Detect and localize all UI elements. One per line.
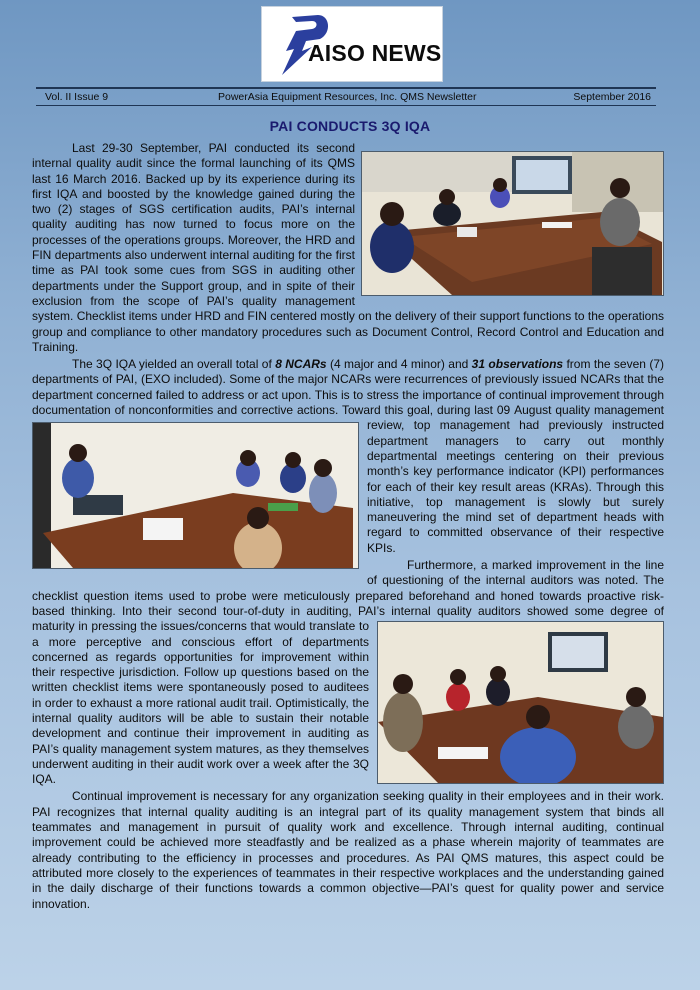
article-body — [32, 141, 664, 912]
article-headline: PAI CONDUCTS 3Q IQA — [269, 118, 431, 134]
paragraph-2: The 3Q IQA yielded an overall total of 8 NCARs (4 major and 4 minor) and 31 observations from the seven (7) departments of PAI, (EXO included). Some of the major NCARs were recurrences of previously issued NCARs that the department concerned failed to address or act upon. This is to stress the importance of continual improvement through documentation of nonconformities and corrective actions. Toward this goal, during last 09 August quality management review, top management had previously instructed department managers to carry out monthly departmental meetings centering on their previous month’s key performance indicator (KPI) performances for each of their key result areas (KRAs). Through this initiative, top management is slowly but surely maneuvering the mind set of department heads with regard to committed observance of their respective KPIs. — [32, 357, 664, 556]
audit-meeting-photo-2 — [32, 422, 359, 569]
volume-issue: Vol. II Issue 9 — [45, 91, 109, 103]
issue-date: September 2016 — [573, 91, 651, 103]
paragraph-1: Last 29-30 September, PAI conducted its second internal quality audit since the formal launching of its QMS last 16 March 2016. Backed up by its experience during its first IQA and boosted by the knowledge gained during the two (2) stages of SGS certification audits, PAI’s internal quality auditing has now turned to focus more on the processes of the operations groups. Moreover, the HRD and FIN departments also underwent internal auditing for the first time as PAI took some cues from SGS in auditing other departments under the Support group, and in spite of their exclusion from the scope of PAI’s quality management system. Checklist items under HRD and FIN centered mostly on the delivery of their support functions to the operations group and compliance to other mandatory procedures such as Document Control, Record Control and Education and Training. — [32, 141, 664, 354]
paragraph-3: Furthermore, a marked improvement in the line of questioning of the internal auditors was noted. The checklist question items used to probe were meticulously prepared beforehand and honed towards proactive risk-based thinking. Into their second tour-of-duty in auditing, PAI’s internal quality auditors showed some degree of maturity in pressing the issues/concerns that would translate to a more perceptive and conscious effort of departments concerned as regards opportunities for improvement within their respective jurisdiction. Follow up questions based on the written checklist items were spontaneously posed to auditees in order to exhaust a more rational audit trail. Optimistically, the internal quality auditors will be able to sustain their notable development and continue their improvement in auditing as PAI’s quality management system matures, as they themselves underwent auditing in their audit work over a week after the 3Q IQA. — [32, 558, 664, 787]
audit-meeting-photo-3 — [377, 621, 664, 784]
publisher-line: PowerAsia Equipment Resources, Inc. QMS Newsletter — [218, 91, 477, 103]
logo-text: AISO NEWS — [308, 40, 442, 66]
audit-meeting-photo-1 — [361, 151, 664, 296]
masthead-bar — [36, 87, 656, 106]
observation-count: 31 observations — [471, 357, 564, 372]
ncar-count: 8 NCARs — [275, 357, 327, 372]
newsletter-logo — [261, 6, 443, 82]
paragraph-4: Continual improvement is necessary for any organization seeking quality in their employees and in their work. PAI recognizes that internal quality auditing is an integral part of its quality management system that binds all teammates and management in pursuit of quality work and excellence. Through internal auditing, continual improvement could be achieved more steadfastly and be realized as a phase wherein majority of teammates are already contributing to the efficiency in processes and procedures. As PAI QMS matures, this aspect could be attributed more closely to the experiences of teammates in their respective workplaces and the understanding gained in the daily discharge of their functions towards a common objective—PAI’s quest for quality power and service innovation. — [32, 789, 664, 911]
